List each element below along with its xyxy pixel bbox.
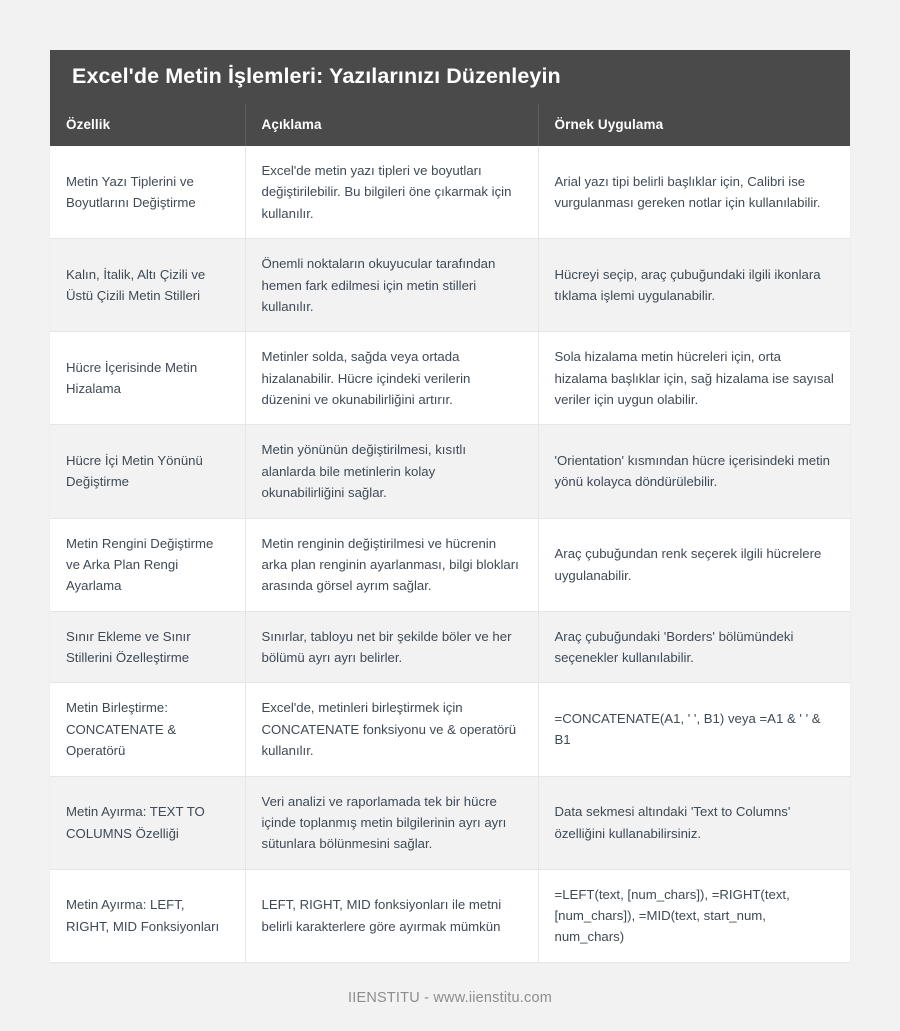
cell-feature: Hücre İçi Metin Yönünü Değiştirme [50,425,245,518]
cell-description: LEFT, RIGHT, MID fonksiyonları ile metni belirli karakterlere göre ayırmak mümkün [245,869,538,962]
table-row [50,239,850,332]
cell-description: Önemli noktaların okuyucular tarafından hemen fark edilmesi için metin stilleri kullanılır. [245,239,538,332]
table-row [50,683,850,776]
content-card [50,50,850,962]
cell-feature: Kalın, İtalik, Altı Çizili ve Üstü Çizili Metin Stilleri [50,239,245,332]
table-row [50,518,850,611]
cell-example: Hücreyi seçip, araç çubuğundaki ilgili ikonlara tıklama işlemi uygulanabilir. [538,239,850,332]
cell-example: Arial yazı tipi belirli başlıklar için, Calibri ise vurgulanması gereken notlar için kullanılabilir. [538,146,850,239]
cell-feature: Sınır Ekleme ve Sınır Stillerini Özelleştirme [50,611,245,683]
cell-description: Metinler solda, sağda veya ortada hizalanabilir. Hücre içindeki verilerin düzenini ve okunabilirliğini artırır. [245,332,538,425]
cell-example: =LEFT(text, [num_chars]), =RIGHT(text, [num_chars]), =MID(text, start_num, num_chars) [538,869,850,962]
footer-text: IIENSTITU - www.iienstitu.com [348,989,552,1006]
table-row [50,776,850,869]
cell-feature: Metin Birleştirme: CONCATENATE & Operatörü [50,683,245,776]
cell-description: Sınırlar, tabloyu net bir şekilde böler ve her bölümü ayrı ayrı belirler. [245,611,538,683]
table-row [50,425,850,518]
page-title: Excel'de Metin İşlemleri: Yazılarınızı Düzenleyin [72,64,561,89]
table-row [50,611,850,683]
cell-example: Araç çubuğundaki 'Borders' bölümündeki seçenekler kullanılabilir. [538,611,850,683]
cell-description: Metin yönünün değiştirilmesi, kısıtlı alanlarda bile metinlerin kolay okunabilirliğini sağlar. [245,425,538,518]
column-header-example: Örnek Uygulama [538,104,850,146]
cell-description: Metin renginin değiştirilmesi ve hücrenin arka plan renginin ayarlanması, bilgi blokları arasında görsel ayrım sağlar. [245,518,538,611]
features-table [50,104,850,962]
cell-feature: Metin Rengini Değiştirme ve Arka Plan Rengi Ayarlama [50,518,245,611]
table-row [50,146,850,239]
cell-example: =CONCATENATE(A1, ' ', B1) veya =A1 & ' ' & B1 [538,683,850,776]
cell-example: Araç çubuğundan renk seçerek ilgili hücrelere uygulanabilir. [538,518,850,611]
table-body [50,146,850,962]
cell-example: Sola hizalama metin hücreleri için, orta hizalama başlıklar için, sağ hizalama ise sayısal veriler için uygun olabilir. [538,332,850,425]
cell-description: Excel'de, metinleri birleştirmek için CONCATENATE fonksiyonu ve & operatörü kullanılır. [245,683,538,776]
cell-feature: Metin Ayırma: TEXT TO COLUMNS Özelliği [50,776,245,869]
table-row [50,332,850,425]
cell-description: Excel'de metin yazı tipleri ve boyutları değiştirilebilir. Bu bilgileri öne çıkarmak için kullanılır. [245,146,538,239]
cell-feature: Metin Yazı Tiplerini ve Boyutlarını Değiştirme [50,146,245,239]
table-header [50,104,850,146]
column-header-feature: Özellik [50,104,245,146]
page-title-bar [50,50,850,104]
column-header-description: Açıklama [245,104,538,146]
cell-feature: Metin Ayırma: LEFT, RIGHT, MID Fonksiyonları [50,869,245,962]
footer [50,962,850,1006]
cell-feature: Hücre İçerisinde Metin Hizalama [50,332,245,425]
cell-description: Veri analizi ve raporlamada tek bir hücre içinde toplanmış metin bilgilerinin ayrı ayrı sütunlara bölünmesini sağlar. [245,776,538,869]
cell-example: 'Orientation' kısmından hücre içerisindeki metin yönü kolayca döndürülebilir. [538,425,850,518]
cell-example: Data sekmesi altındaki 'Text to Columns' özelliğini kullanabilirsiniz. [538,776,850,869]
table-header-row [50,104,850,146]
table-row [50,869,850,962]
